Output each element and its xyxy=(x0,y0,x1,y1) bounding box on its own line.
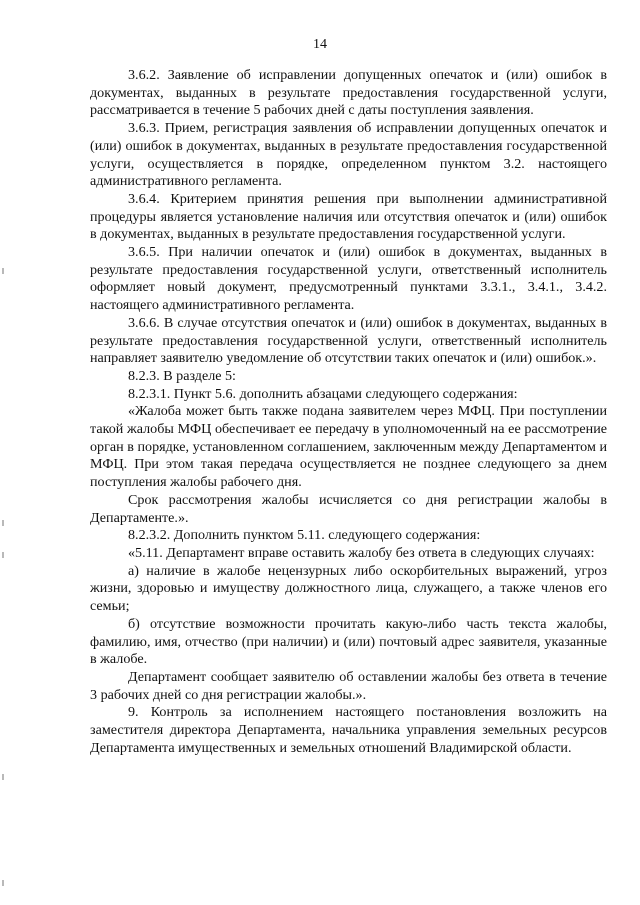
paragraph-3-6-6: 3.6.6. В случае отсутствия опечаток и (или) ошибок в документах, выданных в результате предоставления государственной услуги, ответственный исполнитель направляет заявителю уведомление об отсутствии таких опечаток и (или) ошибок.». xyxy=(90,314,607,367)
document-body xyxy=(90,67,607,757)
scan-mark xyxy=(2,520,4,526)
scan-mark xyxy=(2,774,4,780)
paragraph-3-6-5: 3.6.5. При наличии опечаток и (или) ошибок в документах, выданных в результате предоставления государственной услуги, ответственный исполнитель оформляет новый документ, предусмотренный пунктами 3.3.1., 3.4.1., 3.4.2. настоящего административного регламента. xyxy=(90,244,607,314)
paragraph-complaint-mfc: «Жалоба может быть также подана заявителем через МФЦ. При поступлении такой жалобы МФЦ обеспечивает ее передачу в уполномоченный на ее рассмотрение орган в порядке, установленном соглашением, заключенным между Департаментом и МФЦ. При этом такая передача осуществляется не позднее следующего за днем поступления жалобы рабочего дня. xyxy=(90,403,607,491)
scan-mark xyxy=(2,268,4,274)
paragraph-notification: Департамент сообщает заявителю об оставлении жалобы без ответа в течение 3 рабочих дней со дня регистрации жалобы.». xyxy=(90,668,607,703)
page-number: 14 xyxy=(313,37,327,52)
paragraph-5-11: «5.11. Департамент вправе оставить жалобу без ответа в следующих случаях: xyxy=(128,544,595,561)
paragraph-9-control: 9. Контроль за исполнением настоящего постановления возложить на заместителя директора Департамента, начальника управления земельных ресурсов Департамента имущественных и земельных отношений Владимирской области. xyxy=(90,704,607,756)
paragraph-3-6-2: 3.6.2. Заявление об исправлении допущенных опечаток и (или) ошибок в документах, выданных в результате предоставления государственной услуги, рассматривается в течение 5 рабочих дней с даты поступления заявления. xyxy=(90,67,607,119)
paragraph-8-2-3-1: 8.2.3.1. Пункт 5.6. дополнить абзацами следующего содержания: xyxy=(128,385,518,402)
scan-mark xyxy=(2,552,4,558)
scan-edge-marks xyxy=(0,0,8,905)
paragraph-complaint-term: Срок рассмотрения жалобы исчисляется со дня регистрации жалобы в Департаменте.». xyxy=(90,491,607,526)
paragraph-5-11-a: а) наличие в жалобе нецензурных либо оскорбительных выражений, угроз жизни, здоровью и имуществу должностного лица, служащего, а также членов его семьи; xyxy=(90,562,607,615)
paragraph-3-6-4: 3.6.4. Критерием принятия решения при выполнении административной процедуры является установление наличия или отсутствия опечаток и (или) ошибок в документах, выданных в результате предоставления государственной услуги. xyxy=(90,190,607,243)
paragraph-8-2-3: 8.2.3. В разделе 5: xyxy=(128,367,236,384)
paragraph-3-6-3: 3.6.3. Прием, регистрация заявления об исправлении допущенных опечаток и (или) ошибок в документах, выданных в результате предоставления государственной услуги, осуществляется в порядке, определенном пунктом 3.2. настоящего административного регламента. xyxy=(90,120,607,190)
scan-mark xyxy=(2,880,4,886)
paragraph-5-11-b: б) отсутствие возможности прочитать какую-либо часть текста жалобы, фамилию, имя, отчество (при наличии) и (или) почтовый адрес заявителя, указанные в жалобе. xyxy=(90,615,607,668)
paragraph-8-2-3-2: 8.2.3.2. Дополнить пунктом 5.11. следующего содержания: xyxy=(128,527,481,544)
